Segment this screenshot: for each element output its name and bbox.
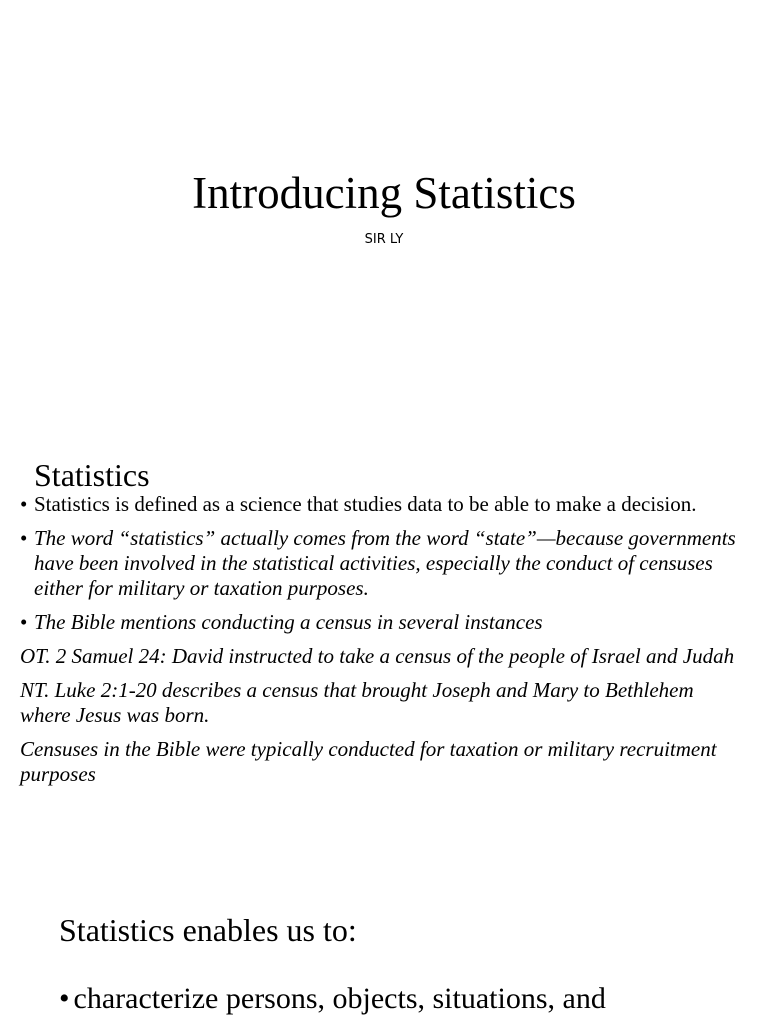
- slide-title-heading: Introducing Statistics: [192, 168, 576, 218]
- slide-statistics-definition: [0, 430, 768, 870]
- bullet-item: [20, 610, 748, 635]
- bullet-text: characterize persons, objects, situations, and: [73, 982, 606, 1015]
- slide-subtitle-author: SIR LY: [364, 232, 404, 247]
- paragraph-census-purpose: Censuses in the Bible were typically conducted for taxation or military recruitment purposes: [20, 737, 717, 786]
- slide-heading: Statistics: [34, 457, 150, 493]
- slide-heading: Statistics enables us to:: [59, 912, 357, 948]
- bullet-item: [20, 526, 748, 601]
- bullet-item: [20, 492, 748, 517]
- slide-title: [0, 0, 768, 430]
- bullet-glyph: •: [20, 610, 28, 634]
- bullet-glyph: •: [20, 492, 28, 516]
- slide-body: [20, 492, 748, 796]
- bullet-text: Statistics is defined as a science that studies data to be able to make a decision.: [34, 492, 697, 516]
- slide-statistics-enables: [0, 870, 768, 1024]
- bullet-text: The word “statistics” actually comes from the word “state”—because governments have been involved in the statistical activities, especially the conduct of censuses either for military or taxation purposes.: [34, 526, 736, 600]
- bullet-glyph: •: [59, 982, 70, 1015]
- paragraph-old-testament: OT. 2 Samuel 24: David instructed to take a census of the people of Israel and Judah: [20, 644, 735, 668]
- bullet-item: [59, 980, 606, 1018]
- bullet-text: The Bible mentions conducting a census in several instances: [34, 610, 543, 634]
- bullet-glyph: •: [20, 526, 28, 550]
- paragraph-new-testament: NT. Luke 2:1-20 describes a census that brought Joseph and Mary to Bethlehem where Jesus was born.: [20, 678, 694, 727]
